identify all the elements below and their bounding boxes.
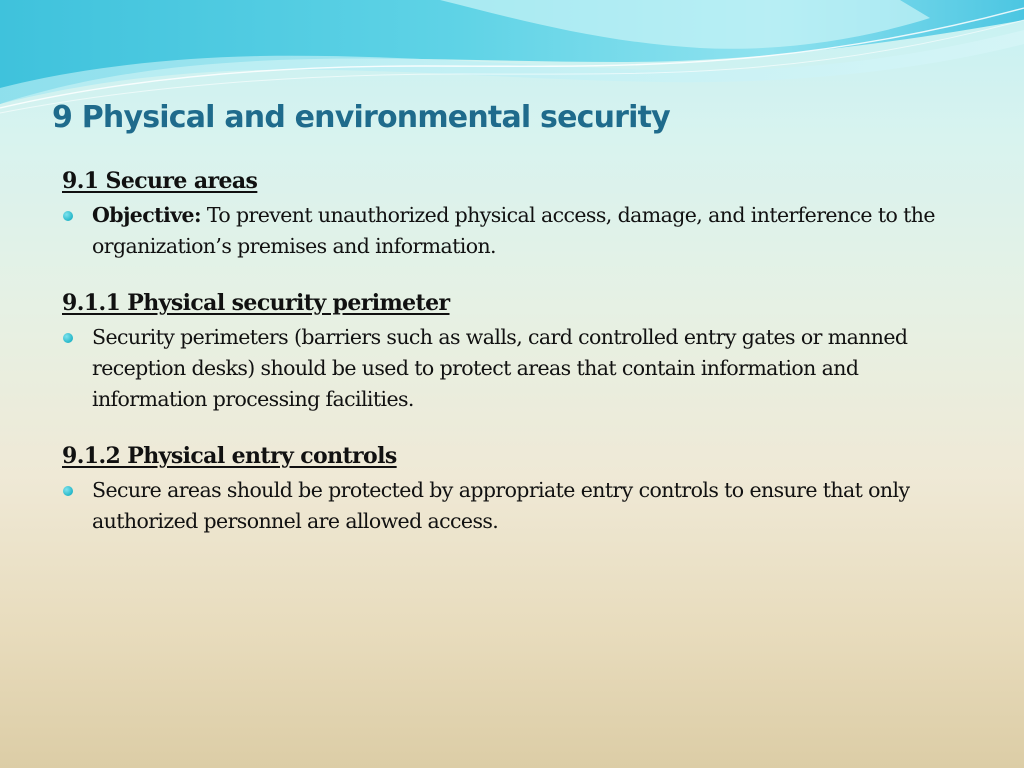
bullet-label: Objective: [92, 203, 201, 227]
bullet-text: Security perimeters (barriers such as walls, card controlled entry gates or manned reception desks) should be used to protect areas that contain information and information processing facilities. [92, 325, 908, 411]
bullet-text: To prevent unauthorized physical access, damage, and interference to the organization’s premises and information. [92, 203, 935, 258]
section-secure-areas [62, 168, 962, 262]
bullet-item [62, 200, 962, 262]
bullet-icon [63, 211, 73, 221]
slide-title: 9 Physical and environmental security [52, 100, 670, 135]
section-heading: 9.1 Secure areas [62, 168, 258, 194]
section-heading: 9.1.1 Physical security perimeter [62, 290, 450, 316]
bullet-icon [63, 486, 73, 496]
section-heading: 9.1.2 Physical entry controls [62, 443, 397, 469]
slide-content [62, 168, 962, 565]
bullet-item [62, 475, 962, 537]
bullet-item [62, 322, 962, 415]
bullet-text: Secure areas should be protected by appropriate entry controls to ensure that only authorized personnel are allowed access. [92, 478, 910, 533]
section-physical-security-perimeter [62, 290, 962, 415]
bullet-icon [63, 333, 73, 343]
section-physical-entry-controls [62, 443, 962, 537]
